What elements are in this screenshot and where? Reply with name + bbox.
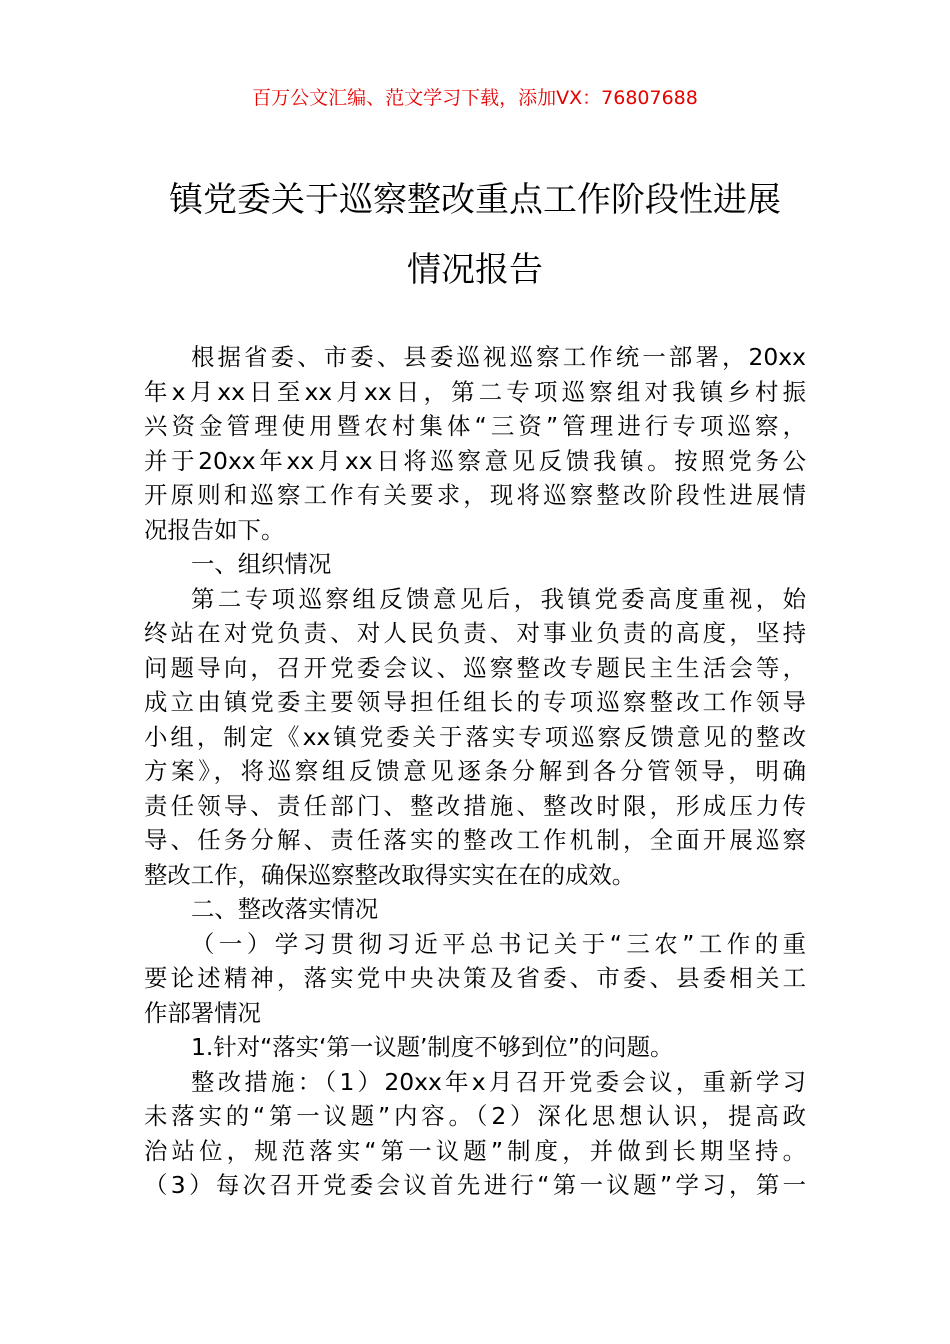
body-line: 未落实的“第一议题”内容。（2）深化思想认识，提高政 [144,1102,806,1130]
body-line: 责任领导、责任部门、整改措施、整改时限，形成压力传 [144,791,806,820]
body-line: 根据省委、市委、县委巡视巡察工作统一部署，20xx [191,343,806,371]
body-line: 问题导向，召开党委会议、巡察整改专题民主生活会等， [144,653,806,682]
body-line: 整改工作，确保巡察整改取得实实在在的成效。 [144,860,636,889]
body-line: 终站在对党负责、对人民负责、对事业负责的高度，坚持 [144,619,806,647]
document-title-line-2: 情况报告 [407,250,543,290]
body-line: 整改措施：（1）20xx年x月召开党委会议，重新学习 [191,1067,806,1096]
body-line: 成立由镇党委主要领导担任组长的专项巡察整改工作领导 [144,688,806,716]
issue-heading: 1.针对“落实‘第一议题’制度不够到位”的问题。 [191,1033,674,1061]
body-line: 导、任务分解、责任落实的整改工作机制，全面开展巡察 [144,826,806,854]
body-line: 开原则和巡察工作有关要求，现将巡察整改阶段性进展情 [144,481,806,509]
body-line: 小组，制定《xx镇党委关于落实专项巡察反馈意见的整改 [144,722,806,751]
body-line: 并于20xx年xx月xx日将巡察意见反馈我镇。按照党务公 [144,446,806,475]
body-line: 方案》，将巡察组反馈意见逐条分解到各分管领导，明确 [144,757,806,785]
section-heading: 一、组织情况 [191,550,332,578]
document-body [144,340,806,1203]
body-line: 治站位，规范落实“第一议题”制度，并做到长期坚持。 [144,1136,806,1165]
section-heading: 二、整改落实情况 [191,895,379,923]
body-line: 况报告如下。 [144,515,285,544]
subsection-heading: （一）学习贯彻习近平总书记关于“三农”工作的重 [191,929,806,958]
document-title-line-1: 镇党委关于巡察整改重点工作阶段性进展 [169,180,781,220]
body-line: 年x月xx日至xx月xx日，第二专项巡察组对我镇乡村振 [144,377,806,406]
body-line: 兴资金管理使用暨农村集体“三资”管理进行专项巡察， [144,412,806,440]
body-line: 第二专项巡察组反馈意见后，我镇党委高度重视，始 [191,584,806,613]
header-note: 百万公文汇编、范文学习下载，添加VX：76807688 [252,87,698,109]
subsection-heading: 要论述精神，落实党中央决策及省委、市委、县委相关工 [144,964,806,992]
subsection-heading: 作部署情况 [144,998,261,1027]
body-line: （3）每次召开党委会议首先进行“第一议题”学习，第一 [144,1171,806,1199]
